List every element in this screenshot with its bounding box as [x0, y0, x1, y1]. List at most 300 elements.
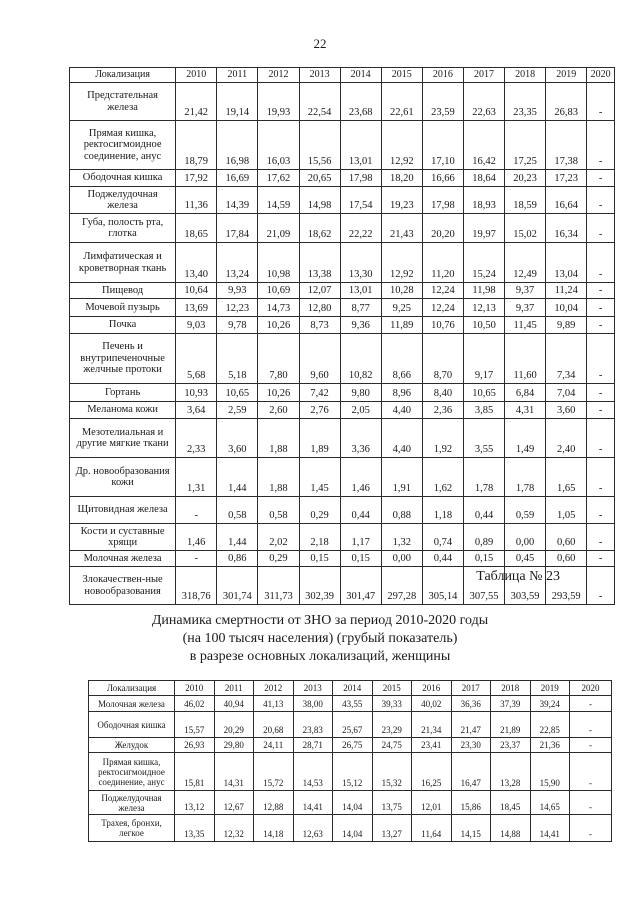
value-cell: 10,93 — [176, 384, 217, 402]
value-cell: 17,25 — [505, 121, 546, 170]
table-row — [70, 419, 615, 458]
value-cell: 9,36 — [340, 317, 381, 334]
value-cell: 21,09 — [258, 214, 299, 243]
table-row — [89, 712, 612, 738]
value-cell: 3,60 — [217, 419, 258, 458]
value-cell: 18,20 — [381, 170, 422, 187]
value-cell: 0,29 — [258, 551, 299, 567]
value-cell: 0,59 — [505, 497, 546, 524]
column-header-localization: Локализация — [89, 681, 175, 696]
table-row — [70, 214, 615, 243]
value-cell: 11,60 — [505, 334, 546, 384]
value-cell: 19,97 — [463, 214, 504, 243]
value-cell: 10,98 — [258, 243, 299, 283]
table-row — [70, 170, 615, 187]
value-cell: 3,55 — [463, 419, 504, 458]
value-cell: 0,60 — [546, 524, 587, 551]
localization-cell: Пищевод — [70, 283, 176, 299]
value-cell: 13,75 — [372, 791, 412, 815]
localization-cell: Поджелудочная железа — [70, 187, 176, 214]
value-cell: 10,28 — [381, 283, 422, 299]
value-cell: 14,59 — [258, 187, 299, 214]
value-cell: 9,78 — [217, 317, 258, 334]
value-cell: - — [587, 419, 615, 458]
mortality-table-men — [69, 67, 615, 605]
localization-cell: Злокачествен-ные новообразования — [70, 567, 176, 605]
value-cell: 21,34 — [412, 712, 452, 738]
value-cell: - — [587, 121, 615, 170]
value-cell: 41,13 — [254, 696, 294, 712]
value-cell: 12,01 — [412, 791, 452, 815]
value-cell: 12,24 — [422, 299, 463, 317]
value-cell: 17,38 — [546, 121, 587, 170]
value-cell: - — [587, 170, 615, 187]
value-cell: 20,68 — [254, 712, 294, 738]
value-cell: 301,47 — [340, 567, 381, 605]
column-header-year: 2019 — [530, 681, 570, 696]
localization-cell: Гортань — [70, 384, 176, 402]
value-cell: 1,92 — [422, 419, 463, 458]
value-cell: 10,04 — [546, 299, 587, 317]
table-row — [70, 402, 615, 419]
value-cell: 1,78 — [463, 458, 504, 497]
value-cell: 26,93 — [175, 738, 215, 753]
value-cell: 22,54 — [299, 83, 340, 121]
value-cell: 1,31 — [176, 458, 217, 497]
value-cell: 2,59 — [217, 402, 258, 419]
value-cell: 0,86 — [217, 551, 258, 567]
column-header-year: 2017 — [451, 681, 491, 696]
value-cell: 23,30 — [451, 738, 491, 753]
value-cell: 0,44 — [422, 551, 463, 567]
value-cell: 10,64 — [176, 283, 217, 299]
value-cell: 13,12 — [175, 791, 215, 815]
value-cell: 1,78 — [505, 458, 546, 497]
value-cell: 9,03 — [176, 317, 217, 334]
value-cell: 23,59 — [422, 83, 463, 121]
value-cell: - — [176, 551, 217, 567]
table-row — [70, 83, 615, 121]
value-cell: - — [587, 243, 615, 283]
value-cell: 7,34 — [546, 334, 587, 384]
value-cell: 25,67 — [333, 712, 373, 738]
value-cell: 13,27 — [372, 815, 412, 842]
table-row — [70, 121, 615, 170]
value-cell: 301,74 — [217, 567, 258, 605]
value-cell: 7,04 — [546, 384, 587, 402]
value-cell: 12,63 — [293, 815, 333, 842]
value-cell: 46,02 — [175, 696, 215, 712]
value-cell: 2,05 — [340, 402, 381, 419]
localization-cell: Поджелудочная железа — [89, 791, 175, 815]
value-cell: 16,42 — [463, 121, 504, 170]
value-cell: 3,60 — [546, 402, 587, 419]
localization-cell: Печень и внутрипеченочные желчные протоки — [70, 334, 176, 384]
value-cell: 293,59 — [546, 567, 587, 605]
value-cell: 19,93 — [258, 83, 299, 121]
value-cell: - — [570, 791, 612, 815]
value-cell: 1,18 — [422, 497, 463, 524]
value-cell: 17,54 — [340, 187, 381, 214]
value-cell: 23,29 — [372, 712, 412, 738]
table-row — [70, 317, 615, 334]
value-cell: 0,15 — [340, 551, 381, 567]
column-header-year: 2017 — [463, 68, 504, 83]
title-line: (на 100 тысяч населения) (грубый показатель) — [182, 631, 458, 646]
localization-cell: Предстательная железа — [70, 83, 176, 121]
value-cell: 20,23 — [505, 170, 546, 187]
table-row — [70, 334, 615, 384]
value-cell: - — [570, 696, 612, 712]
value-cell: 1,88 — [258, 419, 299, 458]
value-cell: 9,60 — [299, 334, 340, 384]
column-header-year: 2013 — [293, 681, 333, 696]
column-header-year: 2018 — [505, 68, 546, 83]
value-cell: 17,98 — [340, 170, 381, 187]
value-cell: 20,65 — [299, 170, 340, 187]
value-cell: 318,76 — [176, 567, 217, 605]
value-cell: 0,44 — [340, 497, 381, 524]
value-cell: 1,17 — [340, 524, 381, 551]
value-cell: 2,76 — [299, 402, 340, 419]
value-cell: 12,23 — [217, 299, 258, 317]
title-line: в разрезе основных локализаций, женщины — [189, 649, 451, 664]
value-cell: 0,29 — [299, 497, 340, 524]
localization-cell: Кости и суставные хрящи — [70, 524, 176, 551]
value-cell: 13,35 — [175, 815, 215, 842]
value-cell: 4,31 — [505, 402, 546, 419]
column-header-year: 2014 — [333, 681, 373, 696]
value-cell: 11,89 — [381, 317, 422, 334]
value-cell: 9,17 — [463, 334, 504, 384]
value-cell: - — [587, 317, 615, 334]
value-cell: 18,64 — [463, 170, 504, 187]
value-cell: 2,18 — [299, 524, 340, 551]
value-cell: 10,65 — [217, 384, 258, 402]
value-cell: 0,00 — [505, 524, 546, 551]
value-cell: 0,89 — [463, 524, 504, 551]
table-row — [89, 753, 612, 791]
value-cell: 12,92 — [381, 243, 422, 283]
value-cell: 1,44 — [217, 458, 258, 497]
column-header-year: 2011 — [217, 68, 258, 83]
value-cell: 15,90 — [530, 753, 570, 791]
value-cell: 15,02 — [505, 214, 546, 243]
value-cell: 23,68 — [340, 83, 381, 121]
column-header-year: 2015 — [372, 681, 412, 696]
value-cell: 14,18 — [254, 815, 294, 842]
value-cell: 26,75 — [333, 738, 373, 753]
value-cell: - — [587, 299, 615, 317]
value-cell: 12,80 — [299, 299, 340, 317]
value-cell: 14,65 — [530, 791, 570, 815]
value-cell: 40,02 — [412, 696, 452, 712]
value-cell: 18,93 — [463, 187, 504, 214]
value-cell: 311,73 — [258, 567, 299, 605]
value-cell: 10,82 — [340, 334, 381, 384]
value-cell: 16,66 — [422, 170, 463, 187]
value-cell: 1,46 — [176, 524, 217, 551]
localization-cell: Мочевой пузырь — [70, 299, 176, 317]
localization-cell: Меланома кожи — [70, 402, 176, 419]
value-cell: 9,37 — [505, 299, 546, 317]
value-cell: 1,44 — [217, 524, 258, 551]
localization-cell: Прямая кишка, ректосигмоидное соединение, анус — [89, 753, 175, 791]
value-cell: - — [587, 524, 615, 551]
value-cell: 39,24 — [530, 696, 570, 712]
page-number: 22 — [313, 36, 327, 51]
value-cell: 29,80 — [214, 738, 254, 753]
value-cell: 3,64 — [176, 402, 217, 419]
value-cell: 12,07 — [299, 283, 340, 299]
value-cell: 40,94 — [214, 696, 254, 712]
value-cell: 2,60 — [258, 402, 299, 419]
value-cell: 3,36 — [340, 419, 381, 458]
table-row — [89, 696, 612, 712]
value-cell: 18,59 — [505, 187, 546, 214]
value-cell: 4,40 — [381, 419, 422, 458]
value-cell: 14,04 — [333, 791, 373, 815]
value-cell: 17,98 — [422, 187, 463, 214]
table-row — [70, 299, 615, 317]
value-cell: 16,69 — [217, 170, 258, 187]
value-cell: - — [587, 497, 615, 524]
value-cell: 9,25 — [381, 299, 422, 317]
table-row — [70, 458, 615, 497]
value-cell: 14,88 — [491, 815, 531, 842]
localization-cell: Прямая кишка, ректосигмоидное соединение, анус — [70, 121, 176, 170]
value-cell: 15,86 — [451, 791, 491, 815]
localization-cell: Ободочная кишка — [89, 712, 175, 738]
column-header-year: 2020 — [570, 681, 612, 696]
value-cell: - — [176, 497, 217, 524]
value-cell: 16,98 — [217, 121, 258, 170]
value-cell: 7,42 — [299, 384, 340, 402]
value-cell: 21,42 — [176, 83, 217, 121]
table-row — [70, 187, 615, 214]
value-cell: 10,26 — [258, 317, 299, 334]
value-cell: 0,00 — [381, 551, 422, 567]
value-cell: 20,20 — [422, 214, 463, 243]
value-cell: 15,81 — [175, 753, 215, 791]
value-cell: 18,62 — [299, 214, 340, 243]
value-cell: 11,45 — [505, 317, 546, 334]
value-cell: 24,11 — [254, 738, 294, 753]
value-cell: 14,98 — [299, 187, 340, 214]
value-cell: 23,41 — [412, 738, 452, 753]
value-cell: 22,63 — [463, 83, 504, 121]
value-cell: 21,47 — [451, 712, 491, 738]
value-cell: 11,24 — [546, 283, 587, 299]
value-cell: 8,73 — [299, 317, 340, 334]
table-row — [70, 243, 615, 283]
value-cell: 43,55 — [333, 696, 373, 712]
localization-cell: Почка — [70, 317, 176, 334]
value-cell: 14,73 — [258, 299, 299, 317]
value-cell: 13,30 — [340, 243, 381, 283]
table-row — [70, 283, 615, 299]
value-cell: 37,39 — [491, 696, 531, 712]
value-cell: - — [587, 214, 615, 243]
value-cell: 14,04 — [333, 815, 373, 842]
value-cell: 2,33 — [176, 419, 217, 458]
value-cell: 0,74 — [422, 524, 463, 551]
table-row — [70, 524, 615, 551]
value-cell: 10,50 — [463, 317, 504, 334]
value-cell: 1,89 — [299, 419, 340, 458]
table-row — [70, 384, 615, 402]
value-cell: 13,01 — [340, 121, 381, 170]
value-cell: 12,49 — [505, 243, 546, 283]
value-cell: 297,28 — [381, 567, 422, 605]
value-cell: 16,03 — [258, 121, 299, 170]
value-cell: - — [570, 815, 612, 842]
value-cell: 1,45 — [299, 458, 340, 497]
value-cell: 2,36 — [422, 402, 463, 419]
value-cell: 13,24 — [217, 243, 258, 283]
value-cell: 10,69 — [258, 283, 299, 299]
value-cell: - — [587, 83, 615, 121]
value-cell: 1,65 — [546, 458, 587, 497]
value-cell: 13,40 — [176, 243, 217, 283]
value-cell: - — [587, 402, 615, 419]
value-cell: - — [587, 187, 615, 214]
value-cell: 12,92 — [381, 121, 422, 170]
value-cell: 19,14 — [217, 83, 258, 121]
value-cell: - — [587, 551, 615, 567]
value-cell: 9,80 — [340, 384, 381, 402]
column-header-year: 2014 — [340, 68, 381, 83]
value-cell: 17,92 — [176, 170, 217, 187]
value-cell: 16,47 — [451, 753, 491, 791]
value-cell: 12,24 — [422, 283, 463, 299]
value-cell: 22,61 — [381, 83, 422, 121]
value-cell: 17,23 — [546, 170, 587, 187]
value-cell: 8,77 — [340, 299, 381, 317]
value-cell: 10,65 — [463, 384, 504, 402]
value-cell: 24,75 — [372, 738, 412, 753]
value-cell: 23,35 — [505, 83, 546, 121]
value-cell: 15,32 — [372, 753, 412, 791]
value-cell: 22,85 — [530, 712, 570, 738]
column-header-localization: Локализация — [70, 68, 176, 83]
value-cell: 1,46 — [340, 458, 381, 497]
value-cell: 10,76 — [422, 317, 463, 334]
table-row — [89, 815, 612, 842]
value-cell: 15,24 — [463, 243, 504, 283]
value-cell: 18,79 — [176, 121, 217, 170]
value-cell: 23,83 — [293, 712, 333, 738]
value-cell: 11,36 — [176, 187, 217, 214]
value-cell: 12,13 — [463, 299, 504, 317]
localization-cell: Молочная железа — [70, 551, 176, 567]
localization-cell: Лимфатическая и кроветворная ткань — [70, 243, 176, 283]
value-cell: 13,28 — [491, 753, 531, 791]
value-cell: 0,58 — [258, 497, 299, 524]
value-cell: 21,89 — [491, 712, 531, 738]
value-cell: 0,88 — [381, 497, 422, 524]
value-cell: 28,71 — [293, 738, 333, 753]
value-cell: 16,34 — [546, 214, 587, 243]
column-header-year: 2019 — [546, 68, 587, 83]
value-cell: 5,68 — [176, 334, 217, 384]
value-cell: 0,60 — [546, 551, 587, 567]
value-cell: 14,39 — [217, 187, 258, 214]
value-cell: 12,88 — [254, 791, 294, 815]
value-cell: 19,23 — [381, 187, 422, 214]
value-cell: 13,04 — [546, 243, 587, 283]
column-header-year: 2018 — [491, 681, 531, 696]
value-cell: - — [570, 712, 612, 738]
value-cell: 15,57 — [175, 712, 215, 738]
value-cell: 2,02 — [258, 524, 299, 551]
value-cell: 9,93 — [217, 283, 258, 299]
value-cell: 0,44 — [463, 497, 504, 524]
value-cell: 17,10 — [422, 121, 463, 170]
column-header-year: 2010 — [176, 68, 217, 83]
value-cell: 0,58 — [217, 497, 258, 524]
value-cell: 8,96 — [381, 384, 422, 402]
value-cell: 8,66 — [381, 334, 422, 384]
column-header-year: 2020 — [587, 68, 615, 83]
value-cell: 5,18 — [217, 334, 258, 384]
value-cell: 17,62 — [258, 170, 299, 187]
value-cell: 0,15 — [463, 551, 504, 567]
localization-cell: Трахея, бронхи, легкое — [89, 815, 175, 842]
value-cell: 12,32 — [214, 815, 254, 842]
value-cell: 1,49 — [505, 419, 546, 458]
value-cell: 8,70 — [422, 334, 463, 384]
value-cell: 13,38 — [299, 243, 340, 283]
value-cell: 4,40 — [381, 402, 422, 419]
value-cell: 15,72 — [254, 753, 294, 791]
value-cell: 15,12 — [333, 753, 373, 791]
localization-cell: Щитовидная железа — [70, 497, 176, 524]
value-cell: 0,45 — [505, 551, 546, 567]
value-cell: 13,01 — [340, 283, 381, 299]
value-cell: 13,69 — [176, 299, 217, 317]
value-cell: 6,84 — [505, 384, 546, 402]
value-cell: - — [570, 753, 612, 791]
value-cell: - — [587, 283, 615, 299]
value-cell: 8,40 — [422, 384, 463, 402]
value-cell: - — [570, 738, 612, 753]
value-cell: - — [587, 334, 615, 384]
column-header-year: 2011 — [214, 681, 254, 696]
value-cell: - — [587, 384, 615, 402]
value-cell: 307,55 — [463, 567, 504, 605]
value-cell: 20,29 — [214, 712, 254, 738]
column-header-year: 2015 — [381, 68, 422, 83]
localization-cell: Мезотелиальная и другие мягкие ткани — [70, 419, 176, 458]
value-cell: 7,80 — [258, 334, 299, 384]
table-row — [89, 791, 612, 815]
value-cell: 303,59 — [505, 567, 546, 605]
value-cell: 14,53 — [293, 753, 333, 791]
value-cell: 18,45 — [491, 791, 531, 815]
value-cell: 21,43 — [381, 214, 422, 243]
value-cell: 38,00 — [293, 696, 333, 712]
value-cell: 17,84 — [217, 214, 258, 243]
value-cell: 9,89 — [546, 317, 587, 334]
value-cell: 1,62 — [422, 458, 463, 497]
value-cell: 11,98 — [463, 283, 504, 299]
column-header-year: 2013 — [299, 68, 340, 83]
value-cell: 14,41 — [293, 791, 333, 815]
value-cell: 21,36 — [530, 738, 570, 753]
table-row — [70, 551, 615, 567]
value-cell: 305,14 — [422, 567, 463, 605]
